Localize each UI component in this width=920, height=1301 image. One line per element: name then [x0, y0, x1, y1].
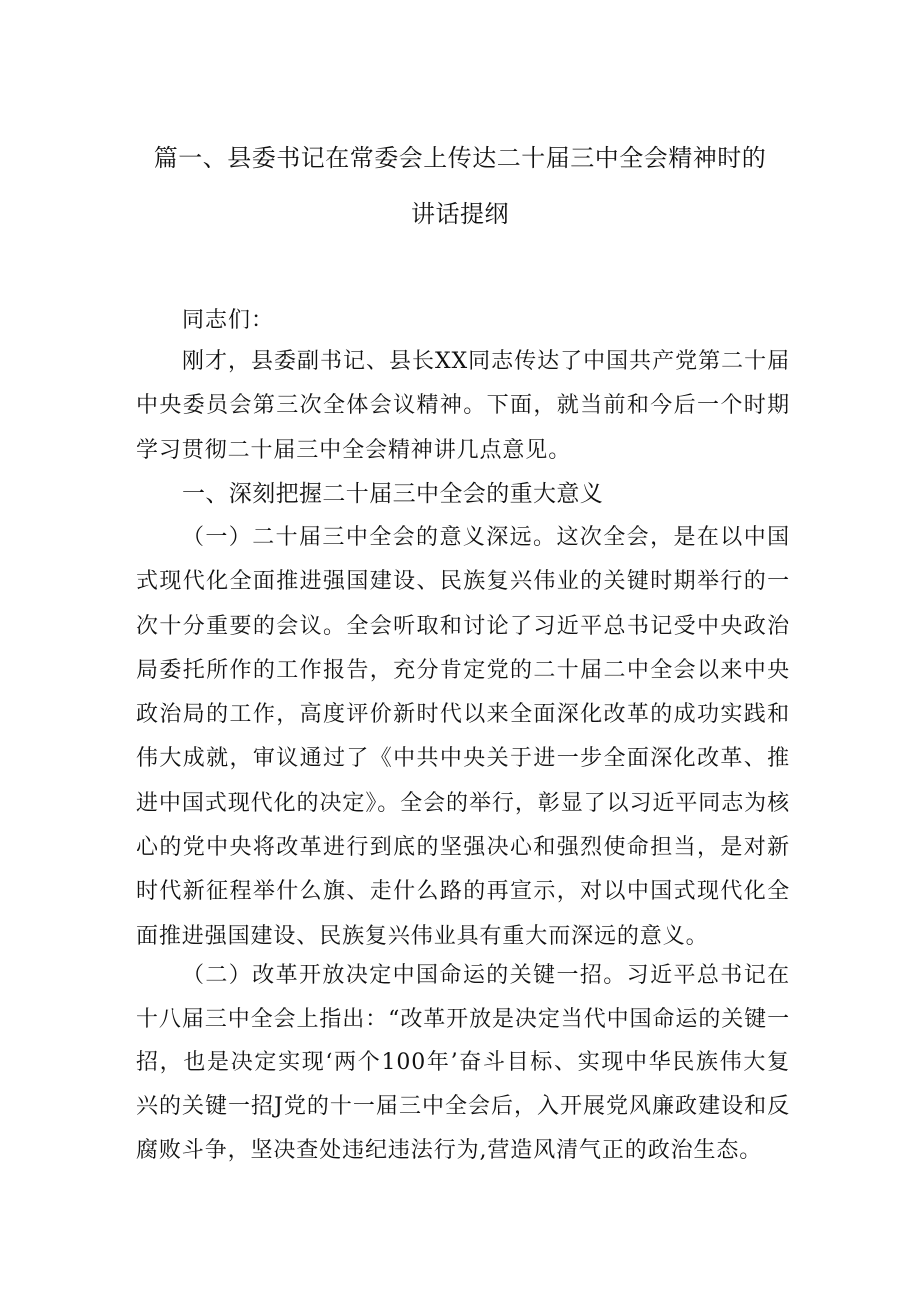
document-title-line-2: 讲话提纲 — [411, 200, 509, 228]
section-heading-1: 一、深刻把握二十届三中全会的重大意义 — [182, 481, 604, 507]
intro-paragraph: 刚才，县委副书记、县长XX同志传达了中国共产党第二十届中央委员会第三次全体会议精神。下面，就当前和今后一个时期学习贯彻二十届三中全会精神讲几点意见。 — [136, 349, 790, 463]
section-1-paragraph-1: （一）二十届三中全会的意义深远。这次全会，是在以中国式现代化全面推进强国建设、民族复兴伟业的关键时期举行的一次十分重要的会议。全会听取和讨论了习近平总书记受中央政治局委托所作的工作报告，充分肯定党的二十届二中全会以来中央政治局的工作，高度评价新时代以来全面深化改革的成功实践和伟大成就，审议通过了《中共中央关于进一步全面深化改革、推进中国式现代化的决定》。全会的举行，彰显了以习近平同志为核心的党中央将改革进行到底的坚强决心和强烈使命担当，是对新时代新征程举什么旗、走什么路的再宣示，对以中国式现代化全面推进强国建设、民族复兴伟业具有重大而深远的意义。 — [136, 525, 790, 949]
salutation: 同志们： — [182, 308, 275, 333]
document-title-line-1: 篇一、县委书记在常委会上传达二十届三中全会精神时的 — [153, 144, 767, 172]
section-1-paragraph-2: （二）改革开放决定中国命运的关键一招。习近平总书记在十八届三中全会上指出：“改革开放是决定当代中国命运的关键一招，也是决定实现‘两个100年’奋斗目标、实现中华民族伟大复兴的关键一招J党的十一届三中全会后，入开展党风廉政建设和反腐败斗争，坚决查处违纪违法行为,营造风清气正的政治生态。 — [136, 963, 790, 1163]
